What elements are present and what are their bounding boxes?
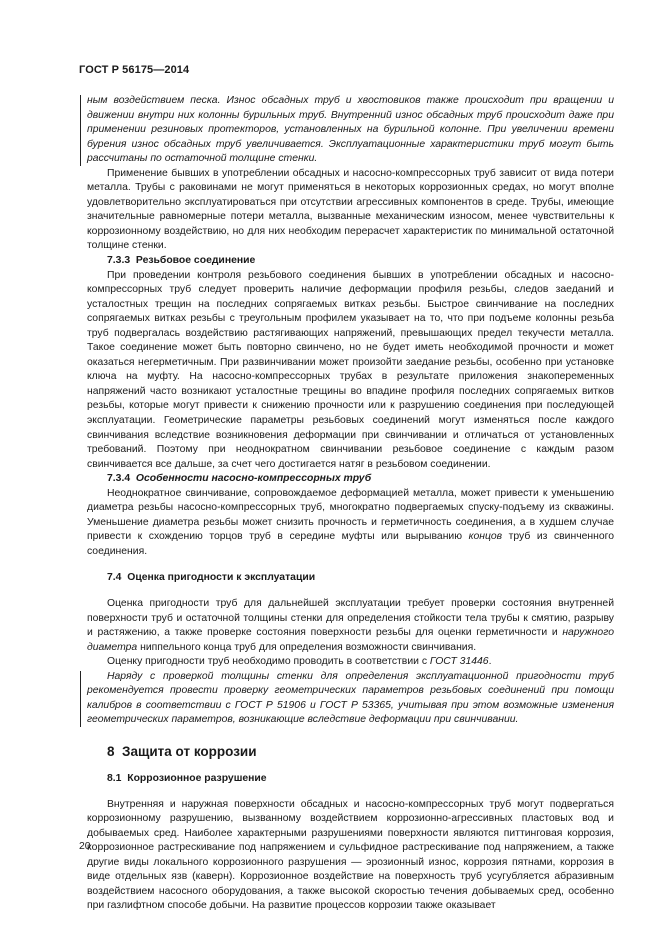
section-title: Коррозионное разрушение	[127, 772, 267, 784]
paragraph-gost-reference	[87, 655, 614, 670]
section-number: 8.1	[107, 772, 122, 784]
section-number: 7.3.4	[107, 473, 131, 485]
document-body	[87, 94, 614, 914]
section-number: 7.4	[107, 571, 122, 583]
section-title: Резьбовое соединение	[135, 255, 256, 267]
section-title: Защита от коррозии	[122, 743, 257, 759]
heading-7-3-3	[87, 254, 614, 269]
page-number: 20	[79, 841, 91, 852]
italic-run: наружного диаметра	[87, 627, 614, 653]
section-title: Оценка пригодности к эксплуатации	[127, 571, 316, 583]
paragraph-corrosion: Внутренняя и наружная поверхности обсадных и насосно-компрессорных труб могут подвергаться коррозионному разрушению, вызванному воздействием коррозионно-агрессивных пластовых вод и добываемых сред. Наиболее характерными разрушениями поверхности являются питтинговая коррозия, коррозионное растрескивание под напряжением и сульфидное растрескивание под напряжением, а также другие виды локального коррозионного разрушения — эрозионный износ, коррозия пятнами, коррозия в виде отдельных язв (каверн). Коррозионное воздействие на поверхность труб усугубляется абразивным воздействием насосного оборудования, а также высокой скоростью течения добываемых сред, особенно при газлифтном способе добычи. На развитие процессов коррозии также оказывает	[87, 798, 614, 912]
text-run: Оценку пригодности труб необходимо проводить в соответствии с	[107, 656, 430, 668]
heading-7-3-4	[87, 472, 614, 487]
heading-7-4	[87, 571, 614, 586]
heading-8	[87, 744, 614, 760]
paragraph-tubing-features	[87, 487, 614, 560]
text-run: Неоднократное свинчивание, сопровождаемое деформацией металла, может привести к уменьшению диаметра резьбы насосно-компрессорных труб, многократно подвергаемых спуску-подъему из скважины. Уменьшение диаметра резьбы может снизить прочность и герметичность соединения, а в худшем случае привести к схождению торцов труб в середине муфты или вырыванию	[87, 487, 614, 543]
paragraph-changed-wear: ным воздействием песка. Износ обсадных труб и хвостовиков также происходит при вращении и движении внутри них колонны бурильных труб. Внутренний износ обсадных труб происходит даже при применении резиновых протекторов, установленных на бурильной колонне. При увеличении времени бурения износ обсадных труб увеличивается. Эксплуатационные характеристики труб могут быть рассчитаны по остаточной толщине стенки.	[87, 94, 614, 167]
paragraph-changed-gauges: Наряду с проверкой толщины стенки для определения эксплуатационной пригодности труб рекомендуется провести проверку геометрических параметров резьбовых соединений при помощи калибров в соответствии с ГОСТ Р 51906 и ГОСТ Р 53365, учитывая при этом возможные изменения геометрических параметров, возникающие вследствие деформации при свинчивании.	[87, 670, 614, 728]
text-run: ниппельного конца труб для определения возможности свинчивания.	[137, 641, 477, 653]
italic-run: концов	[468, 531, 503, 543]
text-run: Оценка пригодности труб для дальнейшей эксплуатации требует проверки состояния внутренней поверхности труб и остаточной толщины стенки для определения стойкости тела трубы к смятию, разрыву и растяжению, а также проверке состояния поверхности резьбы для оценки герметичности и	[87, 598, 614, 639]
section-title: Особенности насосно-компрессорных труб	[135, 473, 372, 485]
standard-header: ГОСТ Р 56175—2014	[79, 64, 190, 76]
heading-8-1	[87, 772, 614, 787]
paragraph-metal-loss: Применение бывших в употреблении обсадных и насосно-компрессорных труб зависит от вида потери металла. Трубы с раковинами не могут применяться в некоторых коррозионных средах, но могут вполне удовлетворительно эксплуатироваться при отсутствии агрессивных компонентов в среде. Трубы, имеющие значительные равномерные потери металла, вызванные механическим износом, менее чувствительны к коррозионному воздействию, но для них необходим перерасчет характеристик по минимальной остаточной толщине стенки.	[87, 167, 614, 252]
text-run: труб из свинченного соединения.	[87, 531, 614, 557]
paragraph-thread-connection: При проведении контроля резьбового соединения бывших в употреблении обсадных и насосно-компрессорных труб следует проверить наличие деформации профиля резьбы, следов заеданий и усталостных трещин на последних сопрягаемых витках резьбы. Быстрое свинчивание на последних сопрягаемых витках резьбы с треугольным профилем указывает на то, что при подъеме колонны резьба труб подвергалась воздействию растягивающих напряжений, превышающих предел текучести металла. Такое соединение может быть повторно свинчено, но не будет иметь необходимой прочности и может оказаться негерметичным. При развинчивании может произойти заедание резьбы, особенно при установке ключа на муфту. На насосно-компрессорных трубах в результате приложения знакопеременных напряжений часто возникают усталостные трещины во впадине профиля последних сопрягаемых витков резьбы, которые могут привести к снижению прочности или к разрушению соединения при последующей эксплуатации. Геометрические параметры резьбовых соединений могут изменяться после каждого свинчивания вследствие возникновения деформации при свинчивании и отличаться от установленных требований. Поэтому при неоднократном свинчивании резьбовое соединение с каждым разом свинчивается все дальше, за счет чего достигается натяг в резьбовом соединении.	[87, 269, 614, 470]
section-number: 8	[107, 743, 115, 759]
paragraph-suitability	[87, 597, 614, 655]
gost-link: ГОСТ 31446	[429, 656, 489, 668]
section-number: 7.3.3	[107, 255, 131, 267]
text-run: .	[488, 656, 492, 668]
